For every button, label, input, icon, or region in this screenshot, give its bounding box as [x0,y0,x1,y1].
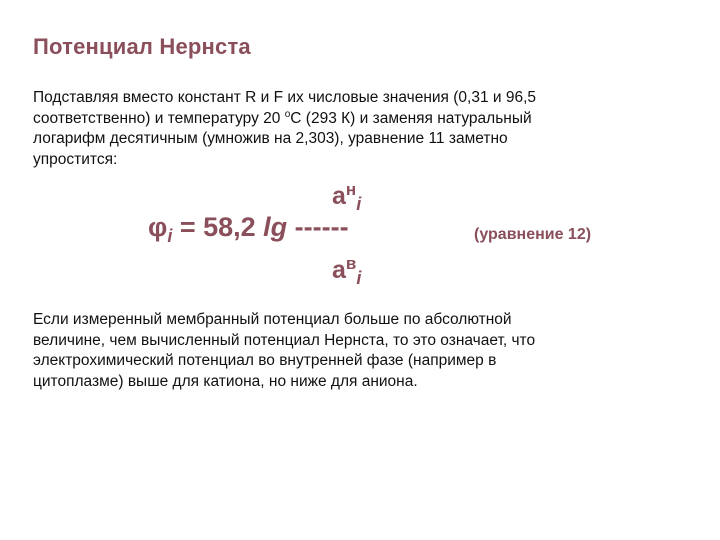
outro-line-4: цитоплазме) выше для катиона, но ниже для аниона. [33,372,418,390]
outro-line-1: Если измеренный мембранный потенциал больше по абсолютной [33,311,512,328]
phi-subscript: i [167,226,173,246]
phi-symbol: φ [148,212,168,242]
degree-mark: o [284,108,291,120]
fraction-bar: ------ [287,212,349,242]
equation-label: (уравнение 12) [474,226,592,243]
denominator-subscript: i [356,268,362,288]
outro-paragraph [33,310,693,392]
intro-line-2-end: С (293 К) и заменяя натуральный [290,109,532,127]
denominator-base: а [332,256,346,284]
numerator [332,180,361,215]
numerator-base: а [332,182,346,210]
equation-main-line [148,212,349,247]
intro-line-2-start: соответственно) и температуру 20 [33,109,285,127]
denominator [332,254,361,289]
lg-function: lg [263,212,288,242]
slide-title: Потенциал Нернста [33,34,251,59]
numerator-superscript: н [345,180,357,199]
denominator-superscript: в [345,254,357,273]
outro-line-3: электрохимический потенциал во внутренней фазе (например в [33,352,497,369]
outro-line-2: величине, чем вычисленный потенциал Нернста, то это означает, что [33,331,536,349]
equals-coefficient: = 58,2 [172,212,264,242]
intro-line-1: Подставляя вместо констант R и F их числовые значения (0,31 и 96,5 [33,89,537,106]
numerator-subscript: i [356,194,362,214]
intro-line-3: логарифм десятичным (умножив на 2,303), уравнение 11 заметно [33,130,508,147]
intro-line-4: упростится: [33,150,118,168]
